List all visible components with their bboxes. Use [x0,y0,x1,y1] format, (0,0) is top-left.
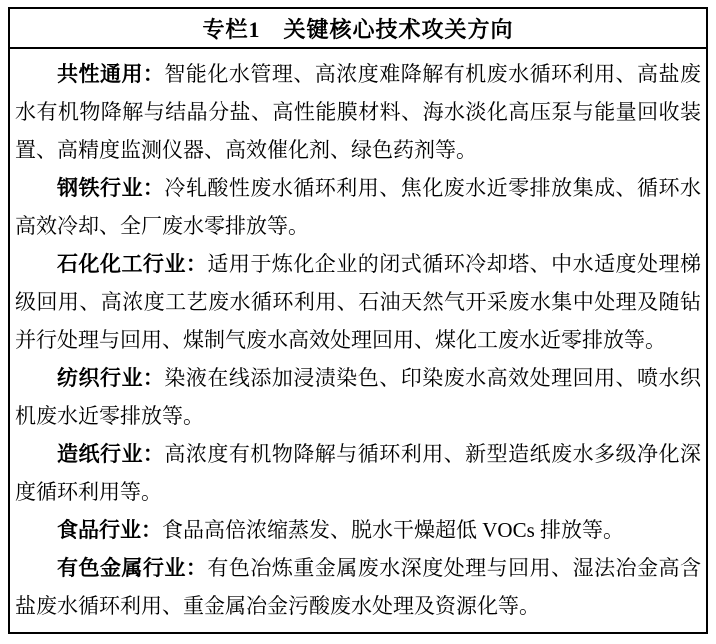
industry-text: 染液在线添加浸渍染色、印染废水高效处理回用、喷水织机废水近零排放等。 [15,366,702,428]
industry-paragraph-petrochemical [15,245,701,359]
industry-label: 纺织行业： [57,366,165,390]
industry-label: 石化化工行业： [57,252,208,276]
industry-label: 钢铁行业： [57,176,165,200]
industry-text: 冷轧酸性废水循环利用、焦化废水近零排放集成、循环水高效冷却、全厂废水零排放等。 [15,176,702,238]
key-technology-panel [8,7,708,634]
industry-paragraph-nonferrous [15,549,701,625]
industry-label: 共性通用： [57,62,165,86]
industry-label: 有色金属行业： [57,556,208,580]
industry-paragraph-food [15,511,701,549]
industry-text: 智能化水管理、高浓度难降解有机废水循环利用、高盐废水有机物降解与结晶分盐、高性能膜材料、海水淡化高压泵与能量回收装置、高精度监测仪器、高效催化剂、绿色药剂等。 [15,62,702,162]
industry-paragraph-common [15,55,701,169]
panel-body [10,49,706,625]
industry-paragraph-steel [15,169,701,245]
industry-label: 食品行业： [57,518,162,542]
industry-paragraph-paper [15,435,701,511]
panel-title: 专栏1 关键核心技术攻关方向 [10,9,706,49]
industry-text: 适用于炼化企业的闭式循环冷却塔、中水适度处理梯级回用、高浓度工艺废水循环利用、石油天然气开采废水集中处理及随钻并行处理与回用、煤制气废水高效处理回用、煤化工废水近零排放等。 [15,252,702,352]
industry-text: 有色冶炼重金属废水深度处理与回用、湿法冶金高含盐废水循环利用、重金属冶金污酸废水处理及资源化等。 [15,556,702,618]
industry-text: 高浓度有机物降解与循环利用、新型造纸废水多级净化深度循环利用等。 [15,442,702,504]
industry-paragraph-textile [15,359,701,435]
industry-text: 食品高倍浓缩蒸发、脱水干燥超低 VOCs 排放等。 [162,518,625,542]
industry-label: 造纸行业： [57,442,165,466]
